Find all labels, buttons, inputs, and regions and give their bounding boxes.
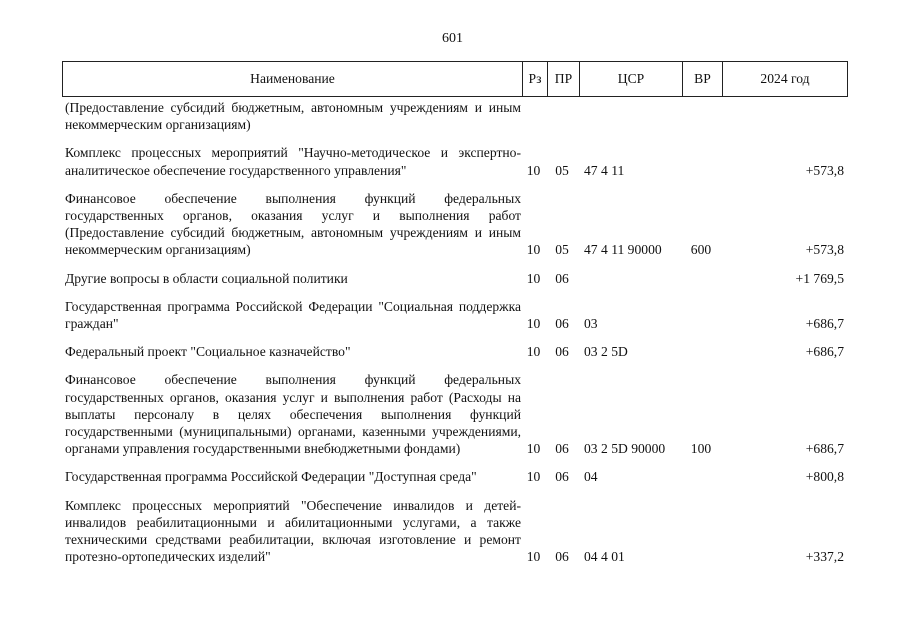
row-name: Государственная программа Российской Федерации "Доступная среда" — [65, 469, 477, 485]
row-pr: 05 — [555, 162, 569, 178]
row-csr: 03 — [584, 316, 598, 332]
row-name: Комплекс процессных мероприятий "Обеспечение инвалидов и детей-инвалидов реабилитационными и абилитационными услугами, а также техническими средствами реабилитации, включая изготовление и ремонт протезно-ортопедических изделий" — [65, 497, 521, 565]
row-name: Федеральный проект "Социальное казначейство" — [65, 344, 351, 360]
row-name: Государственная программа Российской Федерации "Социальная поддержка граждан" — [65, 298, 521, 332]
row-amount: +573,8 — [805, 162, 844, 178]
row-name: (Предоставление субсидий бюджетным, автономным учреждениям и иным некоммерческим организациям) — [65, 100, 521, 133]
header-year: 2024 год — [722, 62, 847, 96]
row-vr: 100 — [690, 441, 712, 457]
row-pr: 06 — [555, 441, 569, 457]
row-csr: 47 4 11 90000 — [584, 242, 662, 258]
row-amount: +686,7 — [805, 316, 844, 332]
row-rz: 10 — [526, 316, 541, 332]
row-csr: 47 4 11 — [584, 162, 625, 178]
row-pr: 06 — [555, 344, 569, 360]
header-csr: ЦСР — [579, 62, 682, 96]
row-name: Финансовое обеспечение выполнения функций федеральных государственных органов, оказания услуг и выполнения работ (Предоставление субсидий бюджетным, автономным учреждениям и иным некоммерческим организациям) — [65, 190, 521, 258]
table-row — [62, 468, 848, 485]
row-csr: 03 2 5D — [584, 344, 628, 360]
row-vr: 600 — [690, 242, 712, 258]
table-row — [62, 99, 848, 133]
table-row — [62, 371, 848, 457]
table-row — [62, 190, 848, 259]
header-name: Наименование — [250, 71, 335, 86]
row-pr: 06 — [555, 316, 569, 332]
row-rz: 10 — [526, 242, 541, 258]
row-csr: 03 2 5D 90000 — [584, 441, 666, 457]
row-amount: +337,2 — [805, 549, 844, 565]
row-rz: 10 — [526, 270, 541, 286]
table-row — [62, 298, 848, 332]
row-amount: +1 769,5 — [795, 270, 844, 286]
table-row — [62, 144, 848, 178]
header-pr: ПР — [547, 62, 579, 96]
row-csr: 04 4 01 — [584, 549, 625, 565]
table-row — [62, 497, 848, 566]
row-pr: 06 — [555, 270, 569, 286]
row-pr: 06 — [555, 549, 569, 565]
row-name: Финансовое обеспечение выполнения функций федеральных государственных органов, оказания услуг и выполнения работ (Расходы на выплаты персоналу в целях обеспечения выполнения функций государственными (муниципальными) органами, казенными учреждениями, органами управления государственными внебюджетными фондами) — [65, 372, 521, 457]
row-pr: 05 — [555, 242, 569, 258]
table-row — [62, 343, 848, 360]
row-csr: 04 — [584, 469, 598, 485]
page-number: 601 — [442, 31, 463, 46]
table-body — [62, 99, 848, 565]
row-rz: 10 — [526, 469, 541, 485]
row-pr: 06 — [555, 469, 569, 485]
row-rz: 10 — [526, 344, 541, 360]
row-amount: +573,8 — [805, 242, 844, 258]
row-rz: 10 — [526, 441, 541, 457]
row-amount: +686,7 — [805, 441, 844, 457]
table-row — [62, 270, 848, 287]
row-name: Комплекс процессных мероприятий "Научно-методическое и экспертно-аналитическое обеспечение государственного управления" — [65, 145, 521, 178]
budget-table — [62, 61, 848, 565]
row-rz: 10 — [526, 162, 541, 178]
row-amount: +686,7 — [805, 344, 844, 360]
row-name: Другие вопросы в области социальной политики — [65, 270, 348, 286]
row-rz: 10 — [526, 549, 541, 565]
header-rz: Рз — [522, 62, 547, 96]
header-vr: ВР — [682, 62, 722, 96]
row-amount: +800,8 — [805, 469, 844, 485]
table-header — [62, 61, 848, 97]
